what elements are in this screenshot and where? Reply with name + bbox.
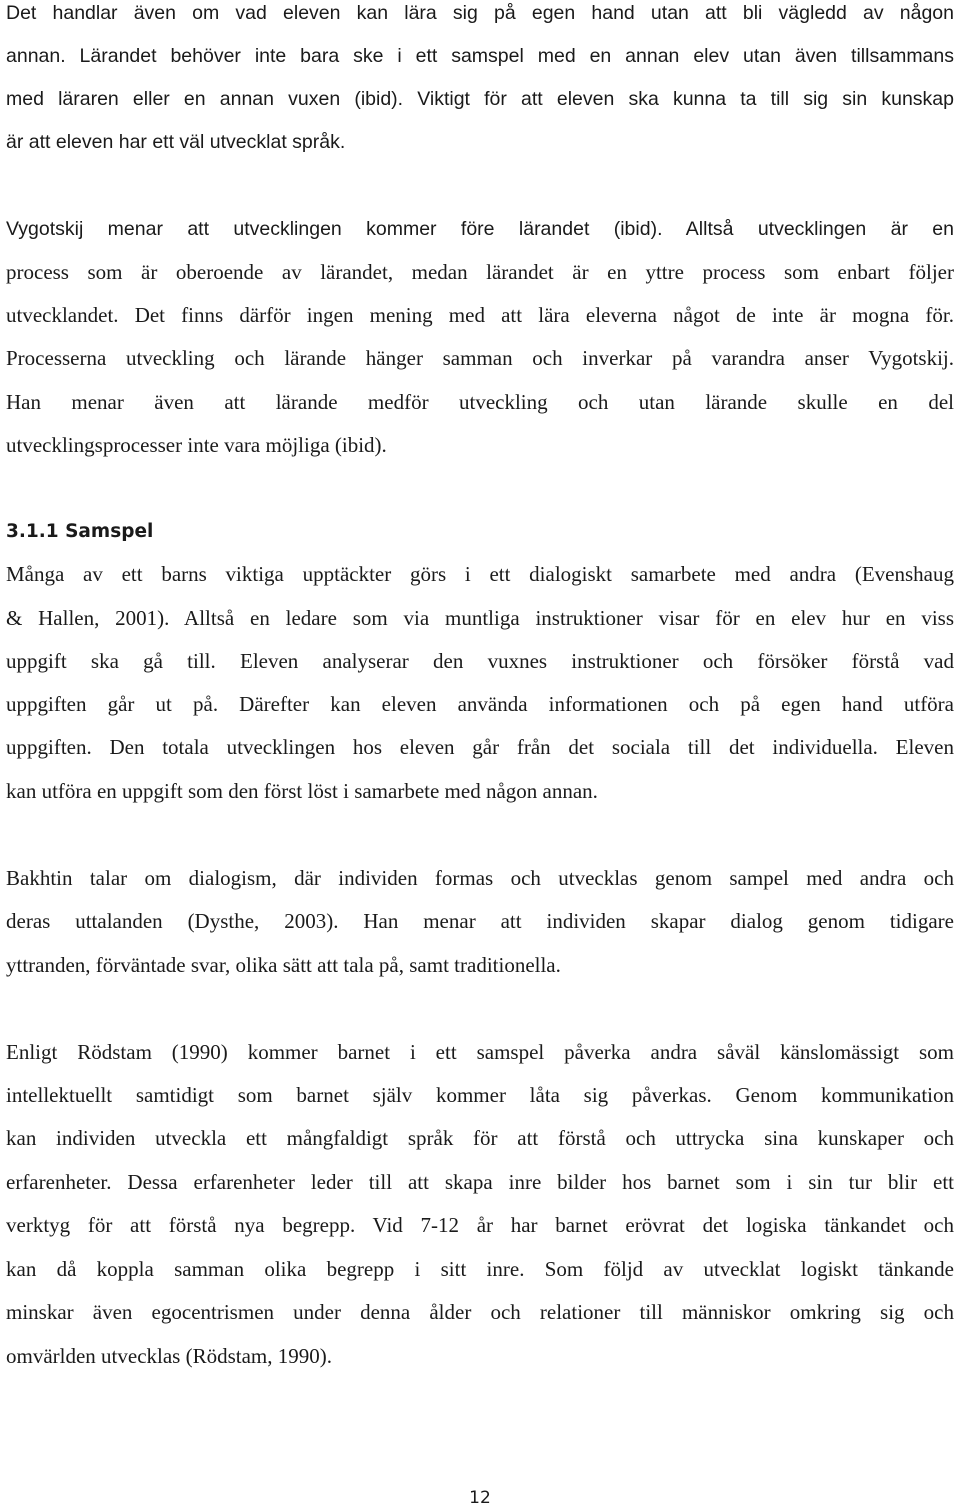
section-heading: 3.1.1 Samspel bbox=[6, 521, 154, 542]
page-number: 12 bbox=[469, 1488, 491, 1508]
paragraph-line: annan. Lärandet behöver inte bara ske i ett samspel med en annan elev utan även tillsammans bbox=[6, 45, 954, 67]
paragraph-line: uppgiften går ut på. Därefter kan eleven använda informationen och på egen hand utföra bbox=[6, 692, 954, 716]
paragraph-line: omvärlden utvecklas (Rödstam, 1990). bbox=[6, 1344, 333, 1368]
paragraph-line: process som är oberoende av lärandet, medan lärandet är en yttre process som enbart följer bbox=[6, 260, 954, 284]
paragraph-line: uppgiften. Den totala utvecklingen hos eleven går från det sociala till det individuella. Eleven bbox=[6, 735, 954, 759]
paragraph-line: Det handlar även om vad eleven kan lära sig på egen hand utan att bli vägledd av någon bbox=[6, 2, 954, 24]
paragraph-line: & Hallen, 2001). Alltså en ledare som via muntliga instruktioner visar för en elev hur en viss bbox=[6, 606, 954, 630]
paragraph-line: yttranden, förväntade svar, olika sätt att tala på, samt traditionella. bbox=[6, 953, 561, 977]
paragraph-line: är att eleven har ett väl utvecklat språk. bbox=[6, 131, 346, 153]
paragraph-line: Processerna utveckling och lärande hänger samman och inverkar på varandra anser Vygotskij. bbox=[6, 346, 954, 370]
paragraph-line: utvecklingsprocesser inte vara möjliga (ibid). bbox=[6, 433, 387, 457]
paragraph-line: utvecklandet. Det finns därför ingen mening med att lära eleverna något de inte är mogna för. bbox=[6, 303, 954, 327]
paragraph-line: Enligt Rödstam (1990) kommer barnet i ett samspel påverka andra såväl känslomässigt som bbox=[6, 1040, 954, 1064]
paragraph-line: kan utföra en uppgift som den först löst i samarbete med någon annan. bbox=[6, 779, 598, 803]
paragraph-line: erfarenheter. Dessa erfarenheter leder till att skapa inre bilder hos barnet som i sin tur blir ett bbox=[6, 1170, 954, 1194]
paragraph-line: intellektuellt samtidigt som barnet själv kommer låta sig påverkas. Genom kommunikation bbox=[6, 1083, 954, 1107]
paragraph-line: med läraren eller en annan vuxen (ibid). Viktigt för att eleven ska kunna ta till sig sin kunskap bbox=[6, 88, 954, 110]
paragraph-line: kan individen utveckla ett mångfaldigt språk för att förstå och uttrycka sina kunskaper och bbox=[6, 1126, 954, 1150]
paragraph-line: Vygotskij menar att utvecklingen kommer före lärandet (ibid). Alltså utvecklingen är en bbox=[6, 218, 954, 240]
paragraph-line: Många av ett barns viktiga upptäckter görs i ett dialogiskt samarbete med andra (Evenshaug bbox=[6, 562, 954, 586]
paragraph-line: verktyg för att förstå nya begrepp. Vid 7-12 år har barnet erövrat det logiska tänkandet och bbox=[6, 1213, 954, 1237]
paragraph-line: deras uttalanden (Dysthe, 2003). Han menar att individen skapar dialog genom tidigare bbox=[6, 909, 954, 933]
paragraph-line: uppgift ska gå till. Eleven analyserar den vuxnes instruktioner och försöker förstå vad bbox=[6, 649, 954, 673]
paragraph-line: Han menar även att lärande medför utveckling och utan lärande skulle en del bbox=[6, 390, 954, 414]
paragraph-line: Bakhtin talar om dialogism, där individen formas och utvecklas genom sampel med andra och bbox=[6, 866, 954, 890]
paragraph-line: kan då koppla samman olika begrepp i sitt inre. Som följd av utvecklat logiskt tänkande bbox=[6, 1257, 954, 1281]
paragraph-line: minskar även egocentrismen under denna ålder och relationer till människor omkring sig och bbox=[6, 1300, 954, 1324]
